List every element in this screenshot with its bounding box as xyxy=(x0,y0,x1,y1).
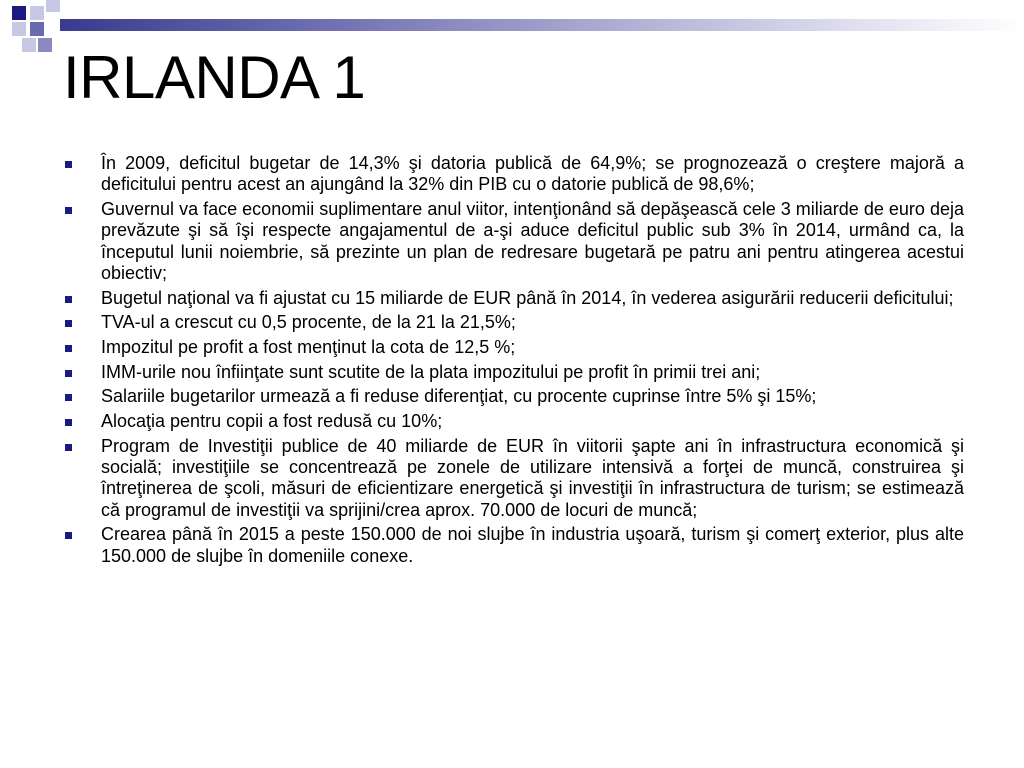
deco-square xyxy=(12,6,26,20)
deco-square xyxy=(46,0,60,12)
square-bullet-icon xyxy=(65,207,72,214)
bullet-item xyxy=(64,411,964,432)
deco-square xyxy=(12,22,26,36)
square-bullet-icon xyxy=(65,394,72,401)
square-bullet-icon xyxy=(65,419,72,426)
bullet-text: TVA-ul a crescut cu 0,5 procente, de la 21 la 21,5%; xyxy=(101,312,516,333)
bullet-text: IMM-urile nou înfiinţate sunt scutite de la plata impozitului pe profit în primii trei ani; xyxy=(101,361,761,382)
square-bullet-icon xyxy=(65,345,72,352)
bullet-text: Guvernul va face economii suplimentare anul viitor, intenţionând să depăşească cele 3 miliarde de euro deja prevăzute şi să îşi respecte angajamentul de a-şi aduce deficitul public sub 3% în 2014, urmând ca, la începutul lunii noiembrie, să prezinte un plan de redresare bugetară pe patru ani pentru atingerea acestui obiectiv; xyxy=(101,198,964,283)
square-bullet-icon xyxy=(65,320,72,327)
square-bullet-icon xyxy=(65,296,72,303)
header-gradient-bar xyxy=(60,19,1024,31)
deco-square xyxy=(30,6,44,20)
deco-square xyxy=(38,38,52,52)
square-bullet-icon xyxy=(65,370,72,377)
square-bullet-icon xyxy=(65,161,72,168)
bullet-item xyxy=(64,199,964,284)
bullet-item xyxy=(64,436,964,521)
deco-square xyxy=(46,14,60,36)
bullet-text: Impozitul pe profit a fost menţinut la cota de 12,5 %; xyxy=(101,336,516,357)
bullet-item xyxy=(64,337,964,358)
square-bullet-icon xyxy=(65,444,72,451)
deco-square xyxy=(30,22,44,36)
bullet-text: Crearea până în 2015 a peste 150.000 de noi slujbe în industria uşoară, turism şi comerţ exterior, plus alte 150.000 de slujbe în domeniile conexe. xyxy=(101,524,964,566)
slide-title: IRLANDA 1 xyxy=(63,44,366,111)
bullet-item xyxy=(64,288,964,309)
bullet-item xyxy=(64,312,964,333)
bullet-item xyxy=(64,524,964,567)
bullet-item xyxy=(64,386,964,407)
bullet-text: Salariile bugetarilor urmează a fi reduse diferenţiat, cu procente cuprinse între 5% şi 15%; xyxy=(101,386,817,407)
bullet-text: Bugetul naţional va fi ajustat cu 15 miliarde de EUR până în 2014, în vederea asigurării reducerii deficitului; xyxy=(101,287,954,308)
bullet-text: Alocaţia pentru copii a fost redusă cu 10%; xyxy=(101,411,443,431)
bullet-list xyxy=(64,153,964,570)
deco-square xyxy=(22,38,36,52)
bullet-text: Program de Investiţii publice de 40 miliarde de EUR în viitorii şapte ani în infrastructura economică şi socială; investiţiile se concentrează pe zonele de utilizare intensivă a forţei de muncă, construirea şi întreţinerea de şcoli, măsuri de eficientizare energetică şi investiţii în infrastructura de turism; se estimează că programul de investiţii va sprijini/crea aprox. 70.000 de locuri de muncă; xyxy=(101,435,964,520)
square-bullet-icon xyxy=(65,532,72,539)
bullet-item xyxy=(64,153,964,196)
bullet-text: În 2009, deficitul bugetar de 14,3% şi datoria publică de 64,9%; se prognozează o creştere majoră a deficitului pentru acest an ajungând la 32% din PIB cu o datorie publică de 98,6%; xyxy=(101,153,964,195)
bullet-item xyxy=(64,362,964,383)
